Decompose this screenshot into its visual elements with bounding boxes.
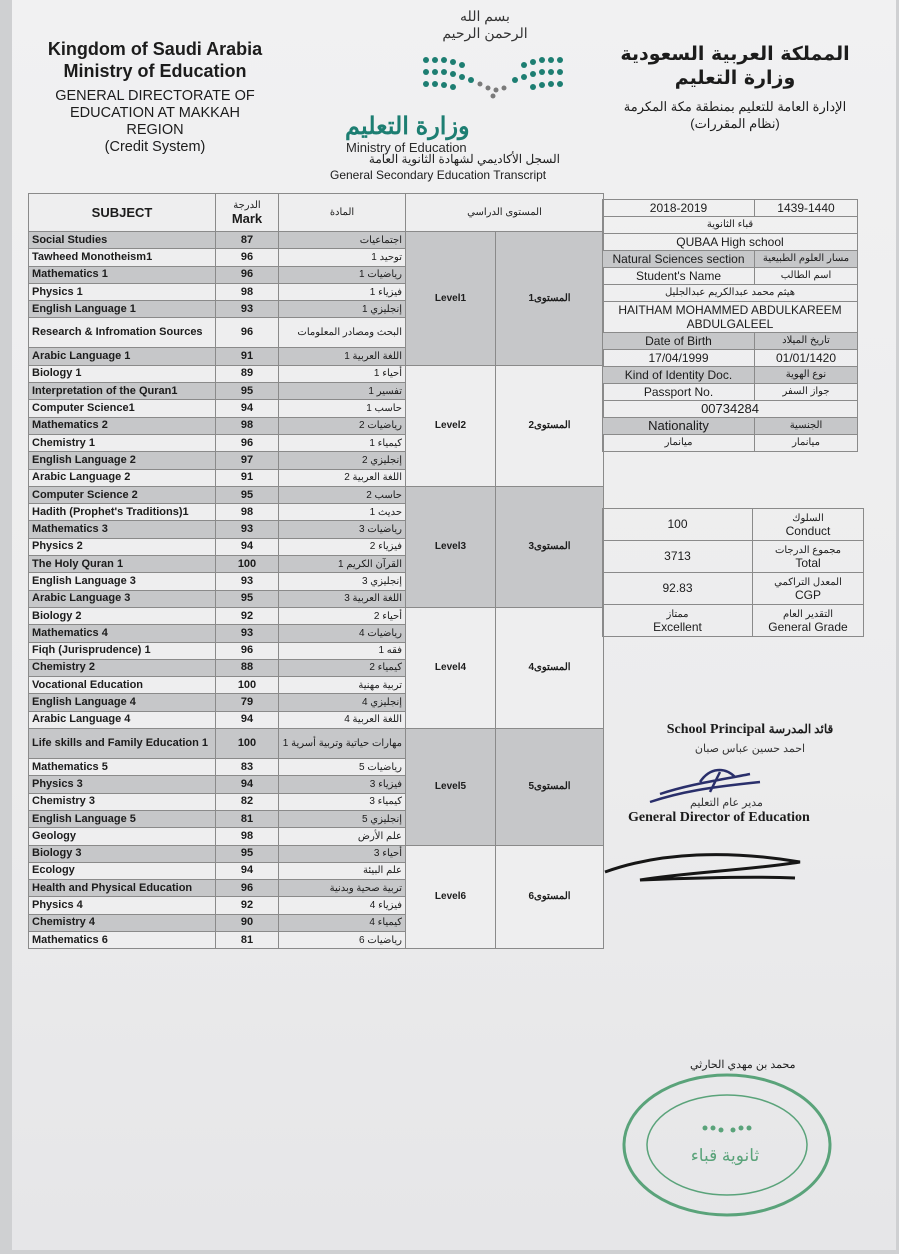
table-row (29, 607, 604, 624)
general-grade-label-arabic: التقدير العام (782, 608, 834, 620)
subject-name-arabic: إنجليزي 1 (279, 301, 406, 318)
nationality-value: ميانمار (603, 435, 755, 452)
subject-mark: 93 (216, 301, 279, 318)
subject-name: Fiqh (Jurisprudence) 1 (29, 642, 216, 659)
subject-name-arabic: تربية صحية وبدنية (279, 880, 406, 897)
subject-mark: 96 (216, 249, 279, 266)
gde-title-english: General Director of Education (628, 810, 810, 825)
subject-name: English Language 1 (29, 301, 216, 318)
kingdom-title: Kingdom of Saudi Arabia (47, 39, 263, 59)
subject-name: Mathematics 2 (29, 417, 216, 434)
subject-name: Social Studies (29, 232, 216, 249)
subject-name: Computer Science1 (29, 400, 216, 417)
subject-name-arabic: فيزياء 2 (279, 538, 406, 555)
subject-mark: 88 (216, 659, 279, 676)
ministry-logo-icon (418, 52, 568, 100)
subject-name: Biology 2 (29, 607, 216, 624)
student-name-arabic: هيثم محمد عبدالكريم عبدالجليل (603, 285, 858, 302)
student-info-table (602, 199, 858, 452)
subject-name: Arabic Language 3 (29, 590, 216, 607)
subject-name-arabic: رياضيات 4 (279, 625, 406, 642)
subject-name-arabic: اللغة العربية 3 (279, 590, 406, 607)
grade-value-arabic: ممتاز (666, 608, 689, 620)
subject-name-arabic: فيزياء 4 (279, 897, 406, 914)
subject-name-arabic: أحياء 1 (279, 365, 406, 382)
subject-mark: 96 (216, 880, 279, 897)
subject-name: Chemistry 1 (29, 434, 216, 451)
cgp-value: 92.83 (603, 573, 753, 605)
level-label-arabic: المستوى3 (496, 486, 604, 607)
bismillah-text: بسم الله الرحمن الرحيم (442, 8, 528, 41)
summary-table (602, 508, 864, 637)
level-label-arabic: المستوى2 (496, 365, 604, 486)
subject-name-arabic: القرآن الكريم 1 (279, 556, 406, 573)
stamp-signer-name: محمد بن مهدي الحارثي (690, 1059, 796, 1071)
subject-name: Geology (29, 828, 216, 845)
subject-mark: 96 (216, 266, 279, 283)
subject-name-arabic: اجتماعيات (279, 232, 406, 249)
subject-name: Mathematics 3 (29, 521, 216, 538)
subject-name: Life skills and Family Education 1 (29, 729, 216, 759)
total-value: 3713 (603, 541, 753, 573)
subject-mark: 94 (216, 400, 279, 417)
total-label-arabic: مجموع الدرجات (774, 544, 842, 556)
subject-mark: 98 (216, 828, 279, 845)
subject-name: Research & Infromation Sources (29, 318, 216, 348)
subject-mark: 95 (216, 383, 279, 400)
col-level: المستوى الدراسي (406, 194, 604, 232)
subject-mark: 81 (216, 810, 279, 827)
subject-mark: 91 (216, 469, 279, 486)
gde-title-arabic: مدير عام التعليم (690, 797, 763, 809)
grade-value-english: Excellent (653, 619, 702, 634)
subject-mark: 93 (216, 573, 279, 590)
subject-mark: 92 (216, 897, 279, 914)
section-label-arabic: مسار العلوم الطبيعية (755, 251, 858, 268)
col-subject: SUBJECT (29, 194, 216, 232)
conduct-label-arabic: السلوك (792, 512, 824, 524)
ministry-logo-arabic: وزارة التعليم (345, 113, 470, 140)
subject-mark: 90 (216, 914, 279, 931)
subject-name-arabic: اللغة العربية 1 (279, 348, 406, 365)
passport-number: 00734284 (603, 401, 858, 418)
subject-name: Biology 1 (29, 365, 216, 382)
subject-name-arabic: تربية مهنية (279, 677, 406, 694)
principal-title (640, 722, 860, 738)
total-label-english: Total (795, 555, 821, 570)
dob-label: Date of Birth (603, 333, 755, 350)
subject-name-arabic: رياضيات 2 (279, 417, 406, 434)
id-type-label-arabic: نوع الهوية (755, 367, 858, 384)
subject-name: Arabic Language 2 (29, 469, 216, 486)
table-row (29, 845, 604, 862)
col-mark (216, 194, 279, 232)
subject-name-arabic: إنجليزي 2 (279, 452, 406, 469)
subject-mark: 93 (216, 521, 279, 538)
subject-name-arabic: توحيد 1 (279, 249, 406, 266)
subject-mark: 94 (216, 538, 279, 555)
subject-name: Ecology (29, 862, 216, 879)
subject-name-arabic: البحث ومصادر المعلومات (279, 318, 406, 348)
subject-name: Mathematics 1 (29, 266, 216, 283)
stamp-text: ثانوية قباء (690, 1146, 760, 1165)
passport-label: Passport No. (603, 384, 755, 401)
subject-mark: 100 (216, 729, 279, 759)
principal-block (640, 722, 860, 755)
level-label: Level5 (406, 729, 496, 845)
col-subject-arabic: المادة (279, 194, 406, 232)
subject-name: Vocational Education (29, 677, 216, 694)
dob-hijri: 01/01/1420 (755, 350, 858, 367)
cgp-label-arabic: المعدل التراكمي (774, 576, 842, 588)
subject-mark: 94 (216, 862, 279, 879)
subject-name: Physics 3 (29, 776, 216, 793)
directorate-title: GENERAL DIRECTORATE OF EDUCATION AT MAKKAH REGION (55, 88, 255, 138)
subject-mark: 98 (216, 417, 279, 434)
school-stamp-icon (620, 1070, 835, 1220)
student-name-label-arabic: اسم الطالب (755, 268, 858, 285)
total-label (753, 541, 864, 573)
grades-table (28, 193, 604, 949)
student-name: HAITHAM MOHAMMED ABDULKAREEM ABDULGALEEL (603, 302, 858, 333)
ministry-title-arabic: وزارة التعليم (674, 67, 796, 89)
subject-name-arabic: حاسب 1 (279, 400, 406, 417)
subject-name-arabic: فيزياء 1 (279, 283, 406, 300)
subject-name-arabic: رياضيات 5 (279, 759, 406, 776)
level-label: Level2 (406, 365, 496, 486)
subject-name: Arabic Language 4 (29, 711, 216, 728)
subject-name: Physics 2 (29, 538, 216, 555)
header-english (40, 38, 270, 156)
level-label-arabic: المستوى4 (496, 607, 604, 728)
subject-name-arabic: أحياء 3 (279, 845, 406, 862)
transcript-title-english: General Secondary Education Transcript (330, 168, 547, 182)
subject-name: Physics 1 (29, 283, 216, 300)
nationality-value-arabic: ميانمار (755, 435, 858, 452)
subject-mark: 94 (216, 776, 279, 793)
grade-value (603, 605, 753, 637)
table-row (29, 232, 604, 249)
subject-name: Interpretation of the Quran1 (29, 383, 216, 400)
subject-mark: 82 (216, 793, 279, 810)
academic-year-gregorian: 2018-2019 (603, 200, 755, 217)
general-grade-label (753, 605, 864, 637)
subject-name: The Holy Quran 1 (29, 556, 216, 573)
subject-name: Physics 4 (29, 897, 216, 914)
subject-name: Mathematics 6 (29, 931, 216, 948)
level-label-arabic: المستوى6 (496, 845, 604, 949)
subject-name-arabic: رياضيات 1 (279, 266, 406, 283)
subject-name-arabic: إنجليزي 5 (279, 810, 406, 827)
ministry-title: Ministry of Education (63, 61, 247, 81)
subject-mark: 95 (216, 845, 279, 862)
ministry-logo-english: Ministry of Education (346, 140, 467, 155)
col-mark-english: Mark (231, 210, 263, 226)
subject-name-arabic: كيمياء 1 (279, 434, 406, 451)
academic-year-hijri: 1439-1440 (755, 200, 858, 217)
subject-mark: 95 (216, 590, 279, 607)
subject-mark: 96 (216, 318, 279, 348)
subject-name: Biology 3 (29, 845, 216, 862)
subject-name-arabic: أحياء 2 (279, 607, 406, 624)
cgp-label-english: CGP (794, 587, 821, 602)
subject-mark: 96 (216, 642, 279, 659)
col-mark-arabic: الدرجة (233, 199, 261, 211)
subject-name-arabic: إنجليزي 3 (279, 573, 406, 590)
id-type-label: Kind of Identity Doc. (603, 367, 755, 384)
directorate-title-arabic: الإدارة العامة للتعليم بمنطقة مكة المكرمة (623, 99, 847, 114)
subject-name: English Language 4 (29, 694, 216, 711)
general-grade-label-english: General Grade (768, 619, 848, 634)
subject-name-arabic: كيمياء 3 (279, 793, 406, 810)
subject-mark: 95 (216, 486, 279, 503)
table-row (29, 486, 604, 503)
subject-name-arabic: رياضيات 3 (279, 521, 406, 538)
subject-name-arabic: اللغة العربية 2 (279, 469, 406, 486)
subject-mark: 89 (216, 365, 279, 382)
principal-title-english: School Principal (666, 722, 766, 737)
subject-name-arabic: علم الأرض (279, 828, 406, 845)
subject-name-arabic: إنجليزي 4 (279, 694, 406, 711)
subject-name: Mathematics 4 (29, 625, 216, 642)
subject-mark: 94 (216, 711, 279, 728)
dob-gregorian: 17/04/1999 (603, 350, 755, 367)
subject-name: Computer Science 2 (29, 486, 216, 503)
level-label: Level6 (406, 845, 496, 949)
subject-name-arabic: كيمياء 4 (279, 914, 406, 931)
nationality-label-arabic: الجنسية (755, 418, 858, 435)
subject-name-arabic: كيمياء 2 (279, 659, 406, 676)
header-arabic (610, 42, 860, 132)
director-signature-icon (600, 842, 810, 892)
section-label: Natural Sciences section (603, 251, 755, 268)
subject-mark: 81 (216, 931, 279, 948)
subject-name: Chemistry 4 (29, 914, 216, 931)
dob-label-arabic: تاريخ الميلاد (755, 333, 858, 350)
subject-name-arabic: فيزياء 3 (279, 776, 406, 793)
subject-name: Chemistry 2 (29, 659, 216, 676)
credit-system-label: (Credit System) (104, 139, 206, 155)
kingdom-title-arabic: المملكة العربية السعودية (620, 43, 850, 65)
conduct-label-english: Conduct (785, 523, 831, 538)
table-row (29, 729, 604, 759)
subject-name: Chemistry 3 (29, 793, 216, 810)
passport-label-arabic: جواز السفر (755, 384, 858, 401)
credit-system-arabic: (نظام المقررات) (690, 116, 780, 131)
subject-name-arabic: مهارات حياتية وتربية أسرية 1 (279, 729, 406, 759)
subject-mark: 100 (216, 556, 279, 573)
subject-name: Health and Physical Education (29, 880, 216, 897)
level-label: Level3 (406, 486, 496, 607)
subject-name-arabic: فقه 1 (279, 642, 406, 659)
subject-name-arabic: حاسب 2 (279, 486, 406, 503)
grades-body (29, 232, 604, 949)
subject-mark: 87 (216, 232, 279, 249)
subject-mark: 98 (216, 504, 279, 521)
subject-name-arabic: علم البيئة (279, 862, 406, 879)
subject-mark: 92 (216, 607, 279, 624)
subject-mark: 91 (216, 348, 279, 365)
principal-title-arabic: قائد المدرسة (768, 722, 834, 736)
subject-name: English Language 2 (29, 452, 216, 469)
level-label: Level1 (406, 232, 496, 366)
subject-name: Hadith (Prophet's Traditions)1 (29, 504, 216, 521)
subject-mark: 100 (216, 677, 279, 694)
level-label-arabic: المستوى1 (496, 232, 604, 366)
level-label-arabic: المستوى5 (496, 729, 604, 845)
subject-mark: 98 (216, 283, 279, 300)
subject-name: English Language 3 (29, 573, 216, 590)
school-name-arabic: قباء الثانوية (603, 217, 858, 234)
subject-mark: 93 (216, 625, 279, 642)
student-name-label: Student's Name (603, 268, 755, 285)
principal-name-arabic: احمد حسين عباس صبان (694, 743, 806, 755)
nationality-label: Nationality (603, 418, 755, 435)
level-label: Level4 (406, 607, 496, 728)
school-name: QUBAA High school (603, 234, 858, 251)
subject-name-arabic: اللغة العربية 4 (279, 711, 406, 728)
subject-name: Arabic Language 1 (29, 348, 216, 365)
subject-name-arabic: رياضيات 6 (279, 931, 406, 948)
subject-mark: 96 (216, 434, 279, 451)
table-row (29, 365, 604, 382)
subject-name: English Language 5 (29, 810, 216, 827)
conduct-value: 100 (603, 509, 753, 541)
subject-name-arabic: حديث 1 (279, 504, 406, 521)
conduct-label (753, 509, 864, 541)
subject-mark: 83 (216, 759, 279, 776)
subject-mark: 79 (216, 694, 279, 711)
cgp-label (753, 573, 864, 605)
subject-name: Tawheed Monotheism1 (29, 249, 216, 266)
subject-mark: 97 (216, 452, 279, 469)
transcript-title-arabic: السجل الأكاديمي لشهادة الثانوية العامة (368, 152, 560, 166)
subject-name-arabic: تفسير 1 (279, 383, 406, 400)
subject-name: Mathematics 5 (29, 759, 216, 776)
